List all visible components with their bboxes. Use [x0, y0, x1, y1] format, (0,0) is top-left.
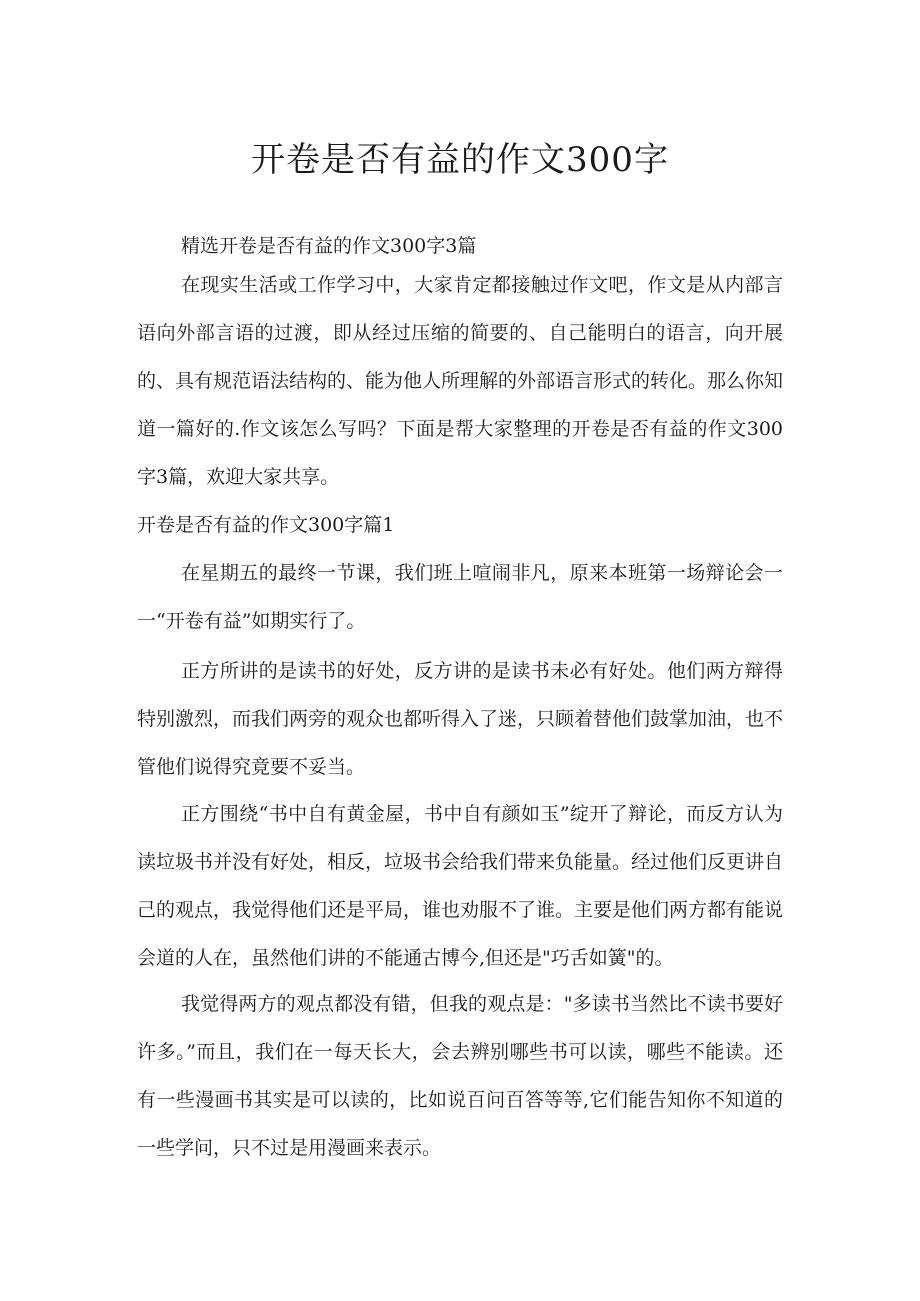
subtitle: 精选开卷是否有益的作文300字3篇 — [181, 235, 477, 257]
body-paragraph-4: 我觉得两方的观点都没有错，但我的观点是："多读书当然比不读书要好许多。”而且，我们在一每天长大，会去辨别哪些书可以读，哪些不能读。还有一些漫画书其实是可以读的，比如说百问百答等等,它们能告知你不知道的一些学问，只不过是用漫画来表示。 — [137, 993, 783, 1159]
body-paragraph-3: 正方围绕“书中自有黄金屋，书中自有颜如玉”绽开了辩论，而反方认为读垃圾书并没有好处，相反，垃圾书会给我们带来负能量。经过他们反更讲自己的观点，我觉得他们还是平局，谁也劝服不了谁。主要是他们两方都有能说会道的人在，虽然他们讲的不能通古博今,但还是"巧舌如簧"的。 — [137, 803, 784, 969]
body-paragraph-2: 正方所讲的是读书的好处，反方讲的是读书未必有好处。他们两方辩得特别激烈，而我们两旁的观众也都听得入了迷，只顾着替他们鼓掌加油，也不管他们说得究竟要不妥当。 — [137, 660, 784, 778]
body-paragraph-1: 在星期五的最终一节课，我们班上喧闹非凡，原来本班第一场辩论会一一“开卷有益”如期实行了。 — [137, 562, 783, 632]
section-heading: 开卷是否有益的作文300字篇1 — [137, 514, 395, 536]
document-title: 开卷是否有益的作文300字 — [251, 140, 669, 180]
intro-paragraph: 在现实生活或工作学习中，大家肯定都接触过作文吧，作文是从内部言语向外部言语的过渡，即从经过压缩的简要的、自己能明白的语言，向开展的、具有规范语法结构的、能为他人所理解的外部语言形式的转化。那么你知道一篇好的.作文该怎么写吗？下面是帮大家整理的开卷是否有益的作文300字3篇，欢迎大家共享。 — [137, 274, 784, 488]
